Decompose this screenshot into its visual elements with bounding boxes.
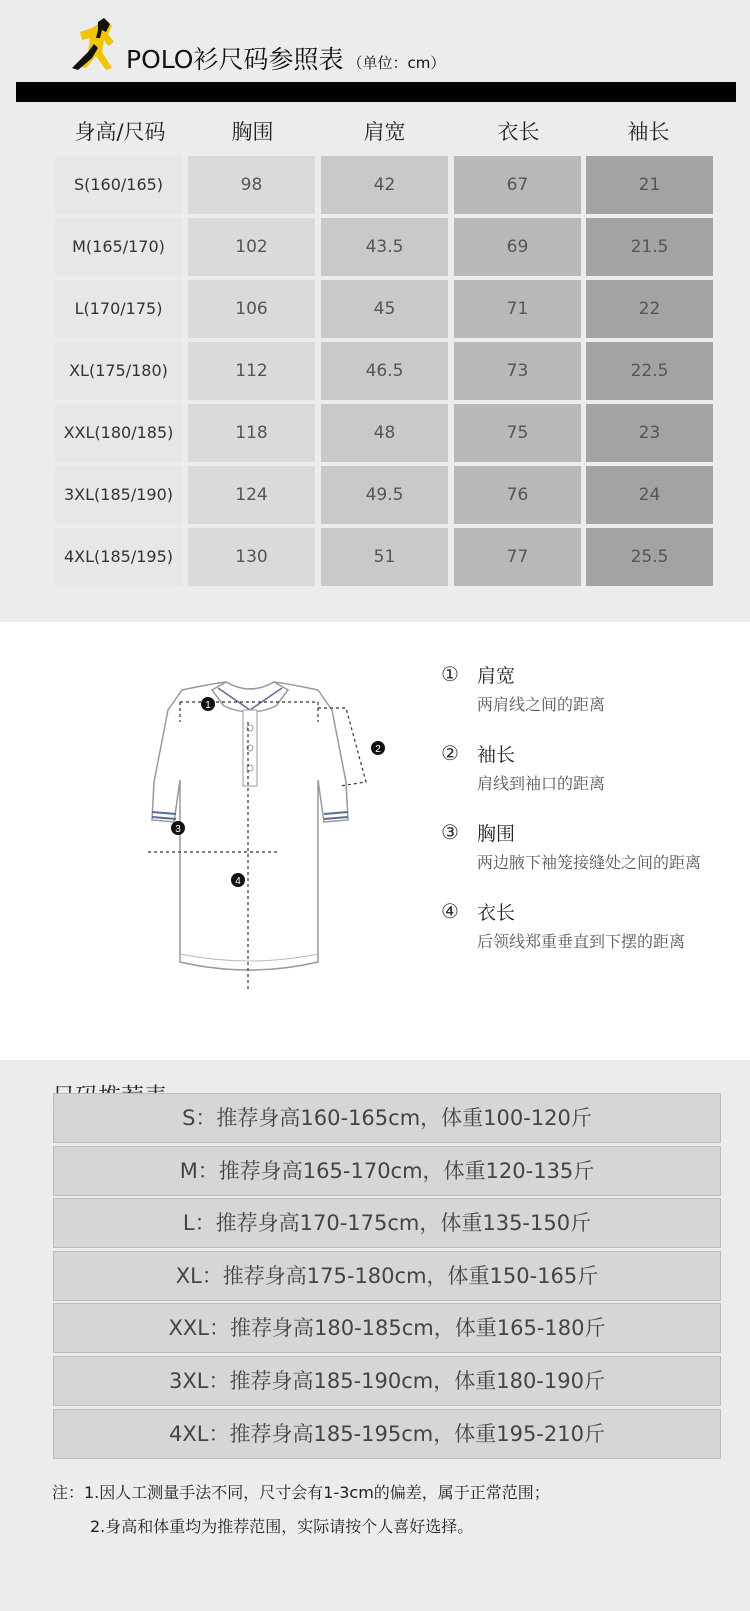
table-cell: 118 bbox=[188, 404, 315, 462]
table-cell: 75 bbox=[454, 404, 581, 462]
chart-title bbox=[126, 40, 445, 76]
marker-4-label: 4 bbox=[235, 876, 241, 887]
marker-1-label: 1 bbox=[205, 700, 211, 711]
marker-2-label: 2 bbox=[375, 744, 381, 755]
size-chart-section bbox=[0, 0, 750, 622]
table-cell: 21.5 bbox=[586, 218, 713, 276]
size-label-cell: M(165/170) bbox=[55, 218, 182, 276]
size-label-cell: XXL(180/185) bbox=[55, 404, 182, 462]
table-cell: 46.5 bbox=[321, 342, 448, 400]
recommend-row: S：推荐身高160-165cm，体重100-120斤 bbox=[53, 1093, 721, 1143]
table-header-3: 衣长 bbox=[497, 120, 540, 144]
table-cell: 98 bbox=[188, 156, 315, 214]
table-cell: 77 bbox=[454, 528, 581, 586]
size-label-cell: 3XL(185/190) bbox=[55, 466, 182, 524]
table-cell: 112 bbox=[188, 342, 315, 400]
table-cell: 43.5 bbox=[321, 218, 448, 276]
legend-title: 胸围 bbox=[477, 823, 516, 845]
table-cell: 71 bbox=[454, 280, 581, 338]
recommend-row: XL：推荐身高175-180cm，体重150-165斤 bbox=[53, 1251, 721, 1301]
recommend-row: 4XL：推荐身高185-195cm，体重195-210斤 bbox=[53, 1409, 721, 1459]
table-cell: 23 bbox=[586, 404, 713, 462]
table-header-1: 胸围 bbox=[231, 120, 274, 144]
note-line-1: 注：1.因人工测量手法不同，尺寸会有1-3cm的偏差，属于正常范围； bbox=[52, 1483, 550, 1502]
table-cell: 73 bbox=[454, 342, 581, 400]
black-divider-bar bbox=[16, 82, 736, 102]
table-cell: 51 bbox=[321, 528, 448, 586]
legend-desc: 两肩线之间的距离 bbox=[477, 695, 606, 714]
legend-number-icon: ① bbox=[441, 662, 459, 686]
table-cell: 21 bbox=[586, 156, 713, 214]
table-header-0: 身高/尺码 bbox=[74, 120, 166, 144]
table-header-2: 肩宽 bbox=[363, 120, 406, 144]
recommend-row: XXL：推荐身高180-185cm，体重165-180斤 bbox=[53, 1303, 721, 1353]
size-label-cell: L(170/175) bbox=[55, 280, 182, 338]
legend-title: 肩宽 bbox=[477, 665, 516, 687]
table-cell: 102 bbox=[188, 218, 315, 276]
note-line-2: 2.身高和体重均为推荐范围，实际请按个人喜好选择。 bbox=[90, 1517, 474, 1536]
brand-logo-icon bbox=[68, 18, 124, 74]
table-header-4: 袖长 bbox=[627, 120, 670, 144]
table-cell: 130 bbox=[188, 528, 315, 586]
legend-number-icon: ④ bbox=[441, 899, 459, 923]
table-cell: 24 bbox=[586, 466, 713, 524]
table-cell: 67 bbox=[454, 156, 581, 214]
legend-title: 袖长 bbox=[477, 744, 516, 766]
legend-number-icon: ③ bbox=[441, 820, 459, 844]
table-cell: 48 bbox=[321, 404, 448, 462]
recommend-row: 3XL：推荐身高185-190cm，体重180-190斤 bbox=[53, 1356, 721, 1406]
recommend-row: L：推荐身高170-175cm，体重135-150斤 bbox=[53, 1198, 721, 1248]
legend-title: 衣长 bbox=[477, 902, 516, 924]
legend-desc: 两边腋下袖笼接缝处之间的距离 bbox=[477, 853, 702, 872]
size-recommend-section bbox=[0, 1060, 750, 1611]
legend-desc: 肩线到袖口的距离 bbox=[477, 774, 606, 793]
table-cell: 76 bbox=[454, 466, 581, 524]
legend-number-icon: ② bbox=[441, 741, 459, 765]
measurement-diagram-section bbox=[0, 622, 750, 1060]
legend-desc: 后领线郑重垂直到下摆的距离 bbox=[477, 932, 686, 951]
polo-shirt-diagram-icon bbox=[100, 662, 420, 992]
size-label-cell: XL(175/180) bbox=[55, 342, 182, 400]
unit-text: （单位：cm） bbox=[347, 54, 446, 72]
table-cell: 22.5 bbox=[586, 342, 713, 400]
table-cell: 124 bbox=[188, 466, 315, 524]
table-cell: 49.5 bbox=[321, 466, 448, 524]
table-cell: 22 bbox=[586, 280, 713, 338]
table-cell: 42 bbox=[321, 156, 448, 214]
table-cell: 106 bbox=[188, 280, 315, 338]
marker-3-label: 3 bbox=[175, 824, 181, 835]
table-cell: 45 bbox=[321, 280, 448, 338]
table-cell: 69 bbox=[454, 218, 581, 276]
title-text: POLO衫尺码参照表 bbox=[126, 45, 344, 74]
size-label-cell: 4XL(185/195) bbox=[55, 528, 182, 586]
size-label-cell: S(160/165) bbox=[55, 156, 182, 214]
table-cell: 25.5 bbox=[586, 528, 713, 586]
recommend-row: M：推荐身高165-170cm，体重120-135斤 bbox=[53, 1146, 721, 1196]
